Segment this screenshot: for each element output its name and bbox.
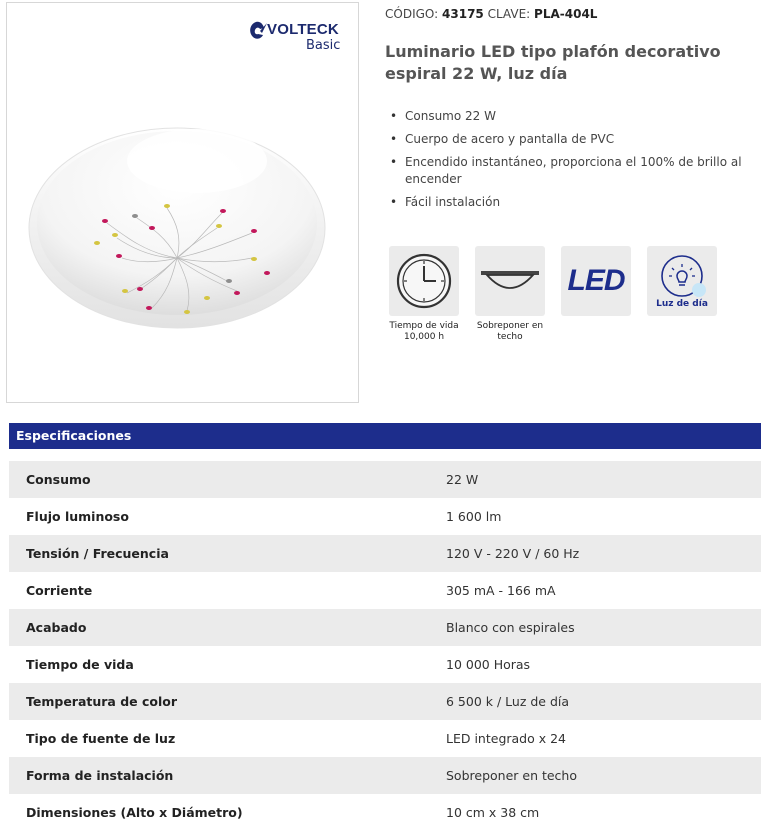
brand-logo: [247, 15, 357, 59]
table-row: [9, 757, 761, 794]
product-code-line: [385, 7, 597, 21]
feature-badges: [385, 246, 725, 356]
ceiling-mount-icon: [479, 261, 541, 301]
volteck-logo-icon: [247, 20, 269, 42]
badge-lifetime: [387, 246, 461, 343]
badge-led: [559, 246, 633, 316]
code-label: CÓDIGO:: [385, 7, 439, 21]
key-label: CLAVE:: [487, 7, 531, 21]
spec-key: Flujo luminoso: [26, 509, 129, 524]
feature-item: • Consumo 22 W: [387, 108, 762, 125]
table-row: [9, 720, 761, 757]
product-photo: [27, 113, 327, 343]
feature-item: • Cuerpo de acero y pantalla de PVC: [387, 131, 762, 148]
spec-key: Dimensiones (Alto x Diámetro): [26, 805, 243, 820]
spec-key: Tensión / Frecuencia: [26, 546, 169, 561]
feature-item: • Fácil instalación: [387, 194, 762, 211]
spec-key: Temperatura de color: [26, 694, 178, 709]
spec-key: Tiempo de vida: [26, 657, 134, 672]
spec-value: 305 mA - 166 mA: [446, 583, 556, 598]
badge-label: Luz de día: [656, 298, 708, 309]
spec-value: 10 cm x 38 cm: [446, 805, 540, 820]
badge-mounting: [473, 246, 547, 343]
spec-key: Corriente: [26, 583, 93, 598]
table-row: [9, 572, 761, 609]
badge-caption: techo: [497, 332, 523, 342]
badge-caption: Sobreponer en: [476, 321, 544, 331]
spec-value: 1 600 lm: [446, 509, 502, 524]
brand-name: VOLTECK: [267, 21, 339, 38]
badge-daylight: [645, 246, 719, 316]
table-row: [9, 461, 761, 498]
specs-table: [9, 461, 761, 829]
product-image-panel: [6, 2, 359, 403]
badge-caption: Tiempo de vida: [389, 321, 459, 331]
spec-key: Forma de instalación: [26, 768, 174, 783]
product-key: PLA-404L: [534, 7, 598, 21]
spec-value: 10 000 Horas: [446, 657, 531, 672]
product-title: Luminario LED tipo plafón decorativo espiral 22 W, luz día: [385, 42, 721, 83]
spec-value: Blanco con espirales: [446, 620, 575, 635]
clock-icon: [395, 252, 453, 310]
spec-value: 6 500 k / Luz de día: [446, 694, 570, 709]
bulb-light-icon: [655, 254, 709, 298]
table-row: [9, 535, 761, 572]
led-text-icon: LED: [567, 264, 625, 297]
feature-list: [387, 108, 762, 217]
spec-key: Tipo de fuente de luz: [26, 731, 176, 746]
specs-header: Especificaciones: [9, 423, 761, 449]
feature-item: • Encendido instantáneo, proporciona el 100% de brillo al encender: [387, 154, 762, 188]
spec-key: Consumo: [26, 472, 91, 487]
spec-value: 120 V - 220 V / 60 Hz: [446, 546, 580, 561]
table-row: [9, 646, 761, 683]
table-row: [9, 683, 761, 720]
badge-caption: 10,000 h: [403, 332, 445, 342]
spec-value: LED integrado x 24: [446, 731, 567, 746]
product-code: 43175: [442, 7, 484, 21]
table-row: [9, 609, 761, 646]
table-row: [9, 498, 761, 535]
table-row: [9, 794, 761, 829]
spec-key: Acabado: [26, 620, 87, 635]
spec-value: Sobreponer en techo: [446, 768, 577, 783]
brand-line: Basic: [306, 38, 341, 53]
spec-value: 22 W: [446, 472, 479, 487]
